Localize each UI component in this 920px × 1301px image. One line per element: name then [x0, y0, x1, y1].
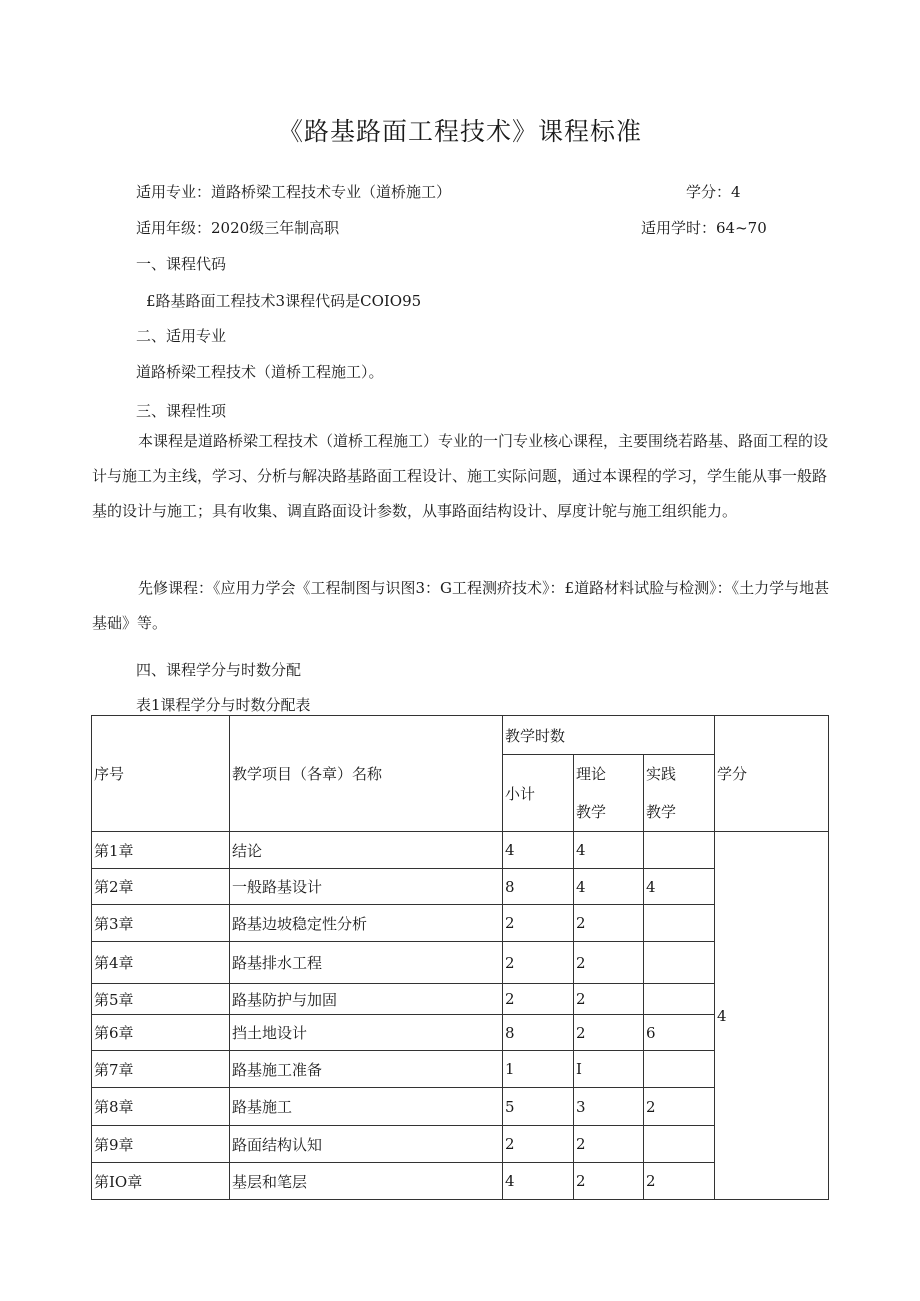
header-practice-line1: 实践: [646, 765, 677, 783]
header-hours-group: 教学时数: [503, 716, 715, 755]
row-subtotal: 5: [503, 1088, 574, 1126]
row-name: 路基防护与加固: [230, 984, 503, 1015]
row-practice: [644, 832, 715, 869]
row-practice: 6: [644, 1015, 715, 1051]
row-subtotal: 1: [503, 1051, 574, 1088]
applicable-major: 适用专业：道路桥梁工程技术专业（道桥施工）: [136, 183, 452, 201]
prerequisite-text: 先修课程：《应用力学会《工程制图与识图3：G工程测疥技术》：£道路材料试脸与检测》：《土力学与地甚基础》等。: [92, 579, 830, 632]
document-title: 《路基路面工程技术》课程标准: [277, 117, 642, 146]
row-seq: 第4章: [92, 942, 230, 984]
row-subtotal: 4: [503, 1163, 574, 1200]
header-practice-line2: 教学: [646, 803, 677, 821]
row-practice: 4: [644, 869, 715, 905]
applicable-hours: 适用学时：64~70: [641, 219, 767, 237]
row-practice: 2: [644, 1163, 715, 1200]
row-practice: [644, 942, 715, 984]
course-code-text: £路基路面工程技术3课程代码是COIO95: [146, 292, 422, 310]
row-theory: 2: [574, 984, 644, 1015]
header-seq: 序号: [92, 716, 230, 832]
row-seq: 第6章: [92, 1015, 230, 1051]
section-heading-major: 二、适用专业: [136, 327, 227, 345]
row-theory: 4: [574, 869, 644, 905]
row-subtotal: 2: [503, 1126, 574, 1163]
row-name: 路基施工准备: [230, 1051, 503, 1088]
table-caption: 表1课程学分与时数分配表: [136, 696, 311, 714]
row-practice: [644, 1126, 715, 1163]
row-practice: 2: [644, 1088, 715, 1126]
section-heading-allocation: 四、课程学分与时数分配: [136, 661, 302, 679]
row-seq: 第1章: [92, 832, 230, 869]
section-heading-code: 一、课程代码: [136, 255, 227, 273]
row-theory: I: [574, 1051, 644, 1088]
row-theory: 2: [574, 905, 644, 942]
row-subtotal: 2: [503, 984, 574, 1015]
row-name: 路面结构认知: [230, 1126, 503, 1163]
row-subtotal: 4: [503, 832, 574, 869]
row-seq: 第3章: [92, 905, 230, 942]
prerequisite-paragraph: [92, 571, 832, 641]
header-practice: [644, 755, 715, 832]
major-text: 道路桥梁工程技术（道桥工程施工）。: [136, 363, 384, 381]
row-seq: 第8章: [92, 1088, 230, 1126]
credit-hours-table: [91, 715, 829, 1200]
course-nature-text: 本课程是道路桥梁工程技术（道桥工程施工）专业的一门专业核心课程，主要围绕若路基、路面工程的设计与施工为主线，学习、分析与解决路基路面工程设计、施工实际问题，通过本课程的学习，学生能从事一般路基的设计与施工；具有收集、调直路面设计参数，从事路面结构设计、厚度计鸵与施工组织能力。: [92, 432, 829, 520]
header-subtotal: 小计: [503, 755, 574, 832]
row-theory: 2: [574, 1163, 644, 1200]
row-name: 路基边坡稳定性分析: [230, 905, 503, 942]
header-item-name: 教学项目（各章）名称: [230, 716, 503, 832]
row-theory: 2: [574, 1126, 644, 1163]
row-name: 挡土地设计: [230, 1015, 503, 1051]
table-row: [92, 832, 829, 869]
row-name: 基层和笔层: [230, 1163, 503, 1200]
header-theory-line1: 理论: [576, 765, 607, 783]
row-theory: 4: [574, 832, 644, 869]
row-seq: 第5章: [92, 984, 230, 1015]
row-theory: 2: [574, 942, 644, 984]
row-name: 一般路基设计: [230, 869, 503, 905]
row-practice: [644, 905, 715, 942]
row-subtotal: 2: [503, 942, 574, 984]
row-theory: 2: [574, 1015, 644, 1051]
row-seq: 第9章: [92, 1126, 230, 1163]
course-nature-paragraph: [92, 424, 832, 529]
credit-value: 学分：4: [686, 183, 741, 201]
row-practice: [644, 984, 715, 1015]
header-credit: 学分: [715, 716, 829, 832]
row-name: 路基排水工程: [230, 942, 503, 984]
row-subtotal: 2: [503, 905, 574, 942]
row-name: 结论: [230, 832, 503, 869]
header-theory: [574, 755, 644, 832]
row-seq: 第IO章: [92, 1163, 230, 1200]
row-seq: 第7章: [92, 1051, 230, 1088]
row-subtotal: 8: [503, 869, 574, 905]
row-subtotal: 8: [503, 1015, 574, 1051]
section-heading-nature: 三、课程性项: [136, 402, 227, 420]
applicable-grade: 适用年级：2020级三年制高职: [136, 219, 340, 237]
row-theory: 3: [574, 1088, 644, 1126]
header-theory-line2: 教学: [576, 803, 607, 821]
row-name: 路基施工: [230, 1088, 503, 1126]
credit-cell: 4: [715, 832, 829, 1200]
row-seq: 第2章: [92, 869, 230, 905]
row-practice: [644, 1051, 715, 1088]
